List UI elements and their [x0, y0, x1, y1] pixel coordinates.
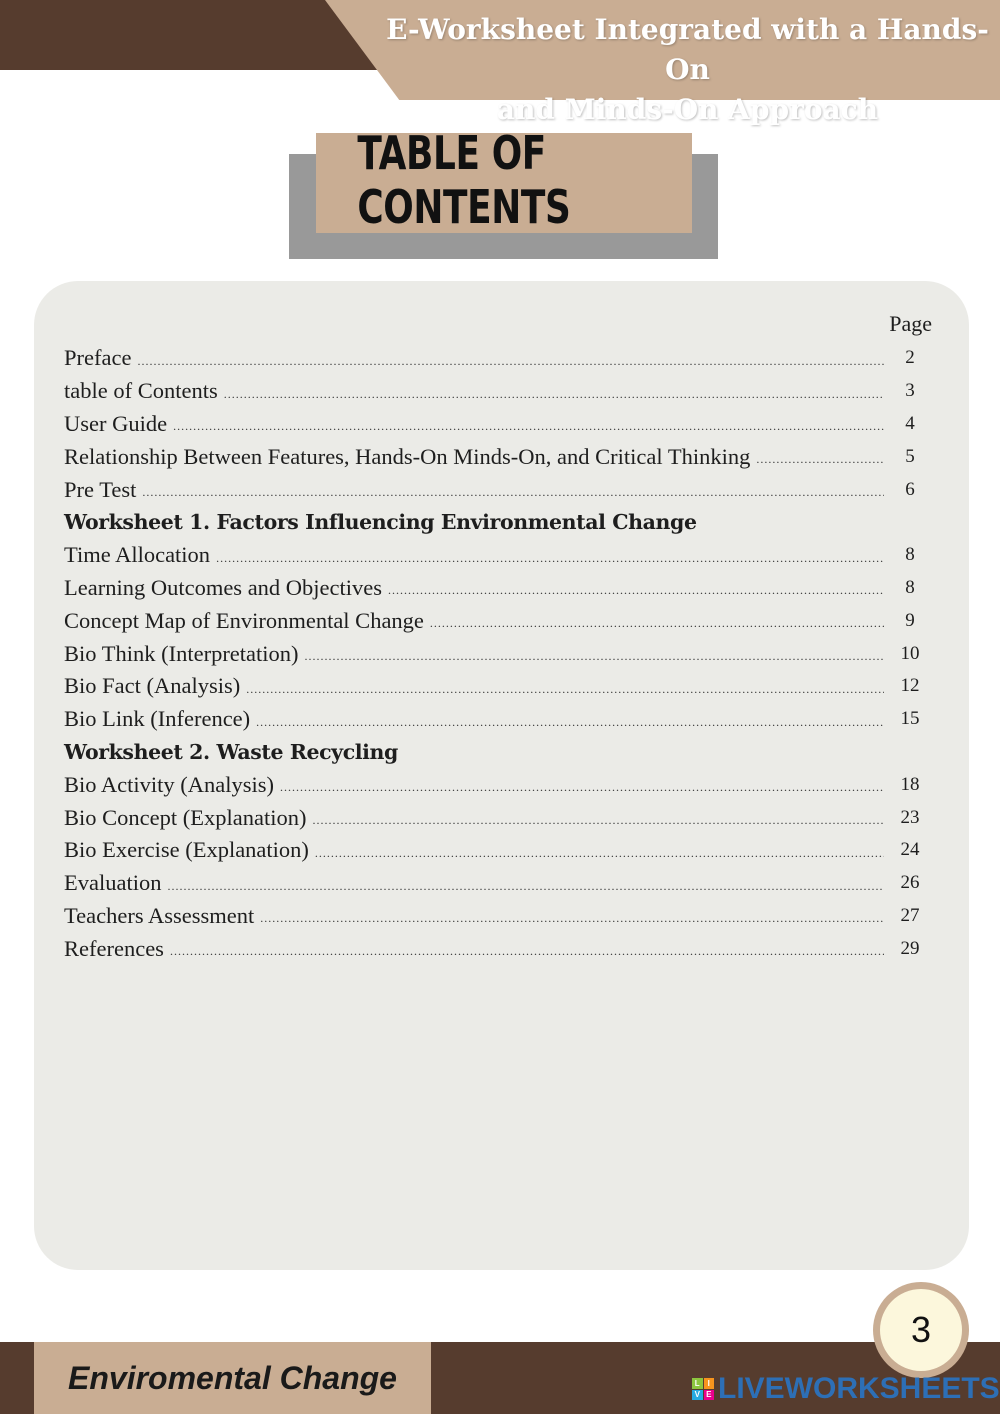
page-title: TABLE OF CONTENTS: [357, 126, 571, 234]
toc-entry[interactable]: [64, 637, 930, 670]
toc-dot-leader: [142, 485, 884, 500]
logo-square: I: [704, 1378, 715, 1389]
toc-entry-page: 26: [900, 872, 920, 894]
toc-entry-label: Bio Concept (Explanation): [64, 804, 307, 830]
toc-entry[interactable]: [64, 834, 930, 867]
toc-entry[interactable]: [64, 670, 930, 703]
toc-entry[interactable]: [64, 539, 930, 572]
toc-entry-page: 4: [905, 412, 915, 434]
logo-square: L: [692, 1378, 703, 1389]
toc-dot-leader: [305, 649, 884, 664]
toc-entry[interactable]: [64, 932, 930, 965]
toc-list: [64, 342, 930, 965]
toc-entry-page: 8: [905, 544, 915, 566]
header-title: [385, 10, 990, 126]
toc-entry[interactable]: [64, 473, 930, 506]
toc-entry-page: 24: [900, 839, 920, 861]
toc-entry-label: References: [64, 935, 164, 961]
toc-entry-label: Teachers Assessment: [64, 902, 255, 928]
toc-entry-page: 3: [905, 380, 915, 402]
toc-entry-page: 15: [900, 708, 920, 730]
toc-entry-page: 18: [900, 773, 920, 795]
toc-dot-leader: [280, 780, 884, 795]
toc-entry-page: 10: [900, 642, 920, 664]
liveworksheets-brand[interactable]: [692, 1372, 1000, 1406]
toc-entry-page: 9: [905, 609, 915, 631]
header-title-line1: E-Worksheet Integrated with a Hands-On: [386, 13, 989, 86]
toc-entry-label: Bio Activity (Analysis): [64, 771, 274, 797]
toc-section-heading: [64, 506, 930, 539]
toc-section-heading: [64, 736, 930, 769]
logo-square: V: [692, 1390, 703, 1401]
toc-entry-label: Bio Exercise (Explanation): [64, 837, 309, 863]
toc-entry-label: Relationship Between Features, Hands-On Minds-On, and Critical Thinking: [64, 443, 751, 469]
toc-entry-label: User Guide: [64, 410, 168, 436]
toc-dot-leader: [137, 354, 884, 369]
toc-entry-page: 6: [905, 478, 915, 500]
toc-entry-label: Worksheet 2. Waste Recycling: [64, 739, 398, 764]
liveworksheets-logo-icon: [692, 1378, 714, 1400]
toc-entry-label: Time Allocation: [64, 542, 211, 568]
toc-entry[interactable]: [64, 572, 930, 605]
toc-entry-page: 23: [900, 806, 920, 828]
toc-entry[interactable]: [64, 440, 930, 473]
toc-dot-leader: [216, 551, 884, 566]
toc-entry-label: Bio Think (Interpretation): [64, 640, 299, 666]
toc-dot-leader: [388, 583, 884, 598]
toc-dot-leader: [167, 879, 884, 894]
logo-square: E: [704, 1390, 715, 1401]
toc-entry-page: 2: [905, 347, 915, 369]
toc-entry-label: Concept Map of Environmental Change: [64, 607, 424, 633]
toc-entry[interactable]: [64, 375, 930, 408]
page-number: 3: [880, 1289, 962, 1371]
toc-entry[interactable]: [64, 408, 930, 441]
toc-entry[interactable]: [64, 768, 930, 801]
toc-dot-leader: [312, 813, 884, 828]
toc-entry[interactable]: [64, 703, 930, 736]
liveworksheets-wordmark: LIVEWORKSHEETS: [718, 1372, 1000, 1405]
toc-dot-leader: [173, 419, 884, 434]
toc-dot-leader: [224, 387, 884, 402]
toc-entry[interactable]: [64, 867, 930, 900]
toc-entry-label: table of Contents: [64, 378, 218, 404]
toc-entry-label: Worksheet 1. Factors Influencing Environmental Change: [64, 510, 697, 535]
toc-entry-label: Learning Outcomes and Objectives: [64, 574, 383, 600]
toc-entry-label: Bio Link (Inference): [64, 706, 251, 732]
toc-entry-label: Evaluation: [64, 870, 162, 896]
toc-dot-leader: [170, 944, 884, 959]
toc-dot-leader: [430, 616, 884, 631]
toc-dot-leader: [260, 911, 884, 926]
toc-entry-page: 12: [900, 675, 920, 697]
toc-entry-page: 5: [905, 445, 915, 467]
toc-dot-leader: [246, 682, 884, 697]
toc-entry-page: 27: [900, 904, 920, 926]
toc-entry[interactable]: [64, 900, 930, 933]
toc-entry[interactable]: [64, 604, 930, 637]
toc-entry-label: Preface: [64, 345, 132, 371]
footer-label: Enviromental Change: [68, 1359, 397, 1396]
toc-dot-leader: [756, 452, 884, 467]
toc-entry-label: Bio Fact (Analysis): [64, 673, 241, 699]
toc-dot-leader: [315, 846, 884, 861]
page-column-header: Page: [889, 311, 932, 336]
toc-entry[interactable]: [64, 342, 930, 375]
toc-entry-page: 8: [905, 576, 915, 598]
header-title-line2: and Minds-On Approach: [496, 93, 879, 126]
toc-entry-page: 29: [900, 937, 920, 959]
toc-entry-label: Pre Test: [64, 476, 137, 502]
toc-entry[interactable]: [64, 801, 930, 834]
toc-dot-leader: [256, 715, 884, 730]
